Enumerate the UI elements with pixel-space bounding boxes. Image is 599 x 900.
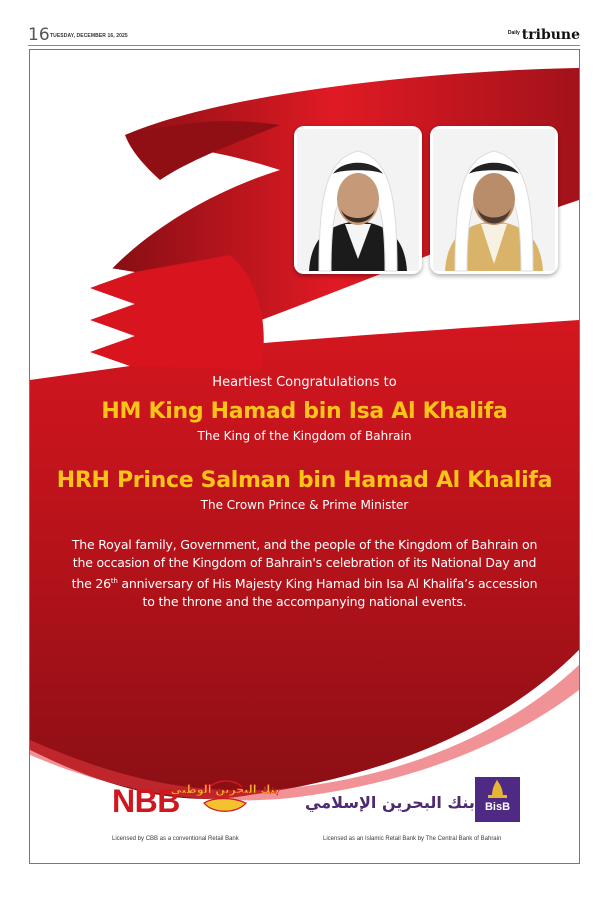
nbb-arabic-name: بنك البحرين الوطني <box>170 783 280 796</box>
bisb-arabic-name: بنك البحرين الإسلامي <box>305 793 475 812</box>
message-line-4: to the throne and the accompanying national events. <box>142 594 467 609</box>
crown-prince-portrait <box>294 126 422 274</box>
page-number: 16 <box>28 25 50 45</box>
greeting-line: Heartiest Congratulations to <box>212 375 397 390</box>
crown-prince-name: HRH Prince Salman bin Hamad Al Khalifa <box>56 468 553 493</box>
message-line-3-start: the 26 <box>71 576 111 591</box>
ordinal-suffix: th <box>110 577 118 585</box>
nbb-arabic-logo <box>170 773 280 821</box>
nbb-logo: NBB <box>112 783 180 819</box>
issue-date: TUESDAY, DECEMBER 16, 2025 <box>50 33 128 39</box>
king-title: The King of the Kingdom of Bahrain <box>197 429 412 443</box>
bisb-logo-text: BisB <box>484 801 511 813</box>
bisb-logo <box>475 777 520 822</box>
national-day-advert <box>29 49 580 864</box>
congratulation-message <box>50 536 559 611</box>
message-line-3-end: anniversary of His Majesty King Hamad bin Isa Al Khalifa’s accession <box>117 576 538 591</box>
message-line-3 <box>50 572 559 593</box>
nbb-license-note: Licensed by CBB as a conventional Retail Bank <box>112 836 239 842</box>
bisb-license-note: Licensed as an Islamic Retail Bank by The Central Bank of Bahrain <box>323 836 502 842</box>
message-line-2: the occasion of the Kingdom of Bahrain's celebration of its National Day and <box>72 555 537 570</box>
newspaper-logo <box>508 27 580 43</box>
page-header <box>28 26 580 46</box>
message-line-1: The Royal family, Government, and the people of the Kingdom of Bahrain on <box>71 537 538 552</box>
crown-prince-title: The Crown Prince & Prime Minister <box>200 498 409 512</box>
king-portrait <box>430 126 558 274</box>
king-name: HM King Hamad bin Isa Al Khalifa <box>101 399 508 424</box>
newspaper-logo-prefix: Daily <box>507 30 520 36</box>
newspaper-logo-name: tribune <box>521 27 580 43</box>
bisb-emblem-icon <box>475 777 520 799</box>
